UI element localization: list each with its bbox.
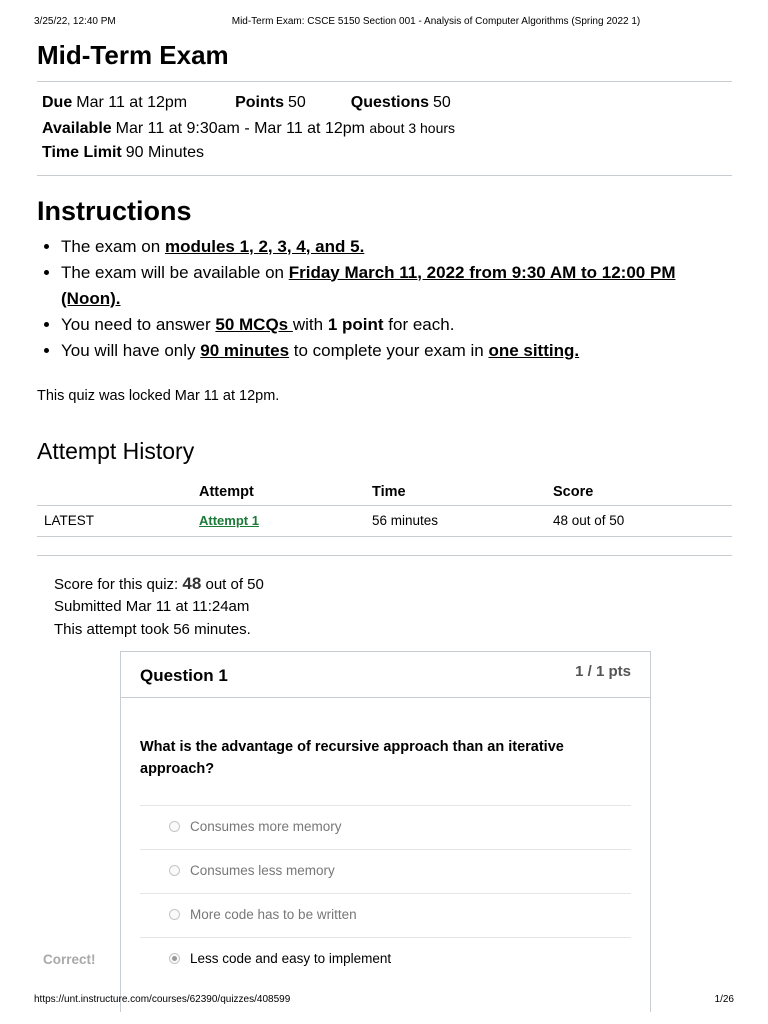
instruction-item: [61, 260, 732, 312]
answer-label: Consumes less memory: [190, 863, 335, 878]
questions-label: Questions: [350, 94, 430, 111]
main-content: [37, 36, 732, 641]
table-row: [37, 505, 732, 536]
due-label: Due: [42, 94, 73, 111]
quiz-summary: [37, 573, 732, 642]
question-title: Question 1: [140, 666, 228, 685]
print-url: https://unt.instructure.com/courses/62390/quizzes/408599: [34, 994, 291, 1005]
column-header: [37, 480, 199, 506]
instruction-text: The exam will be available on: [61, 262, 289, 282]
meta-row-3: [42, 141, 732, 166]
points-label: Points: [235, 94, 284, 111]
instructions-list: [37, 234, 732, 364]
answer-option[interactable]: [140, 850, 631, 894]
answer-label: More code has to be written: [190, 907, 357, 922]
question-points: 1 / 1 pts: [575, 663, 631, 680]
radio-button[interactable]: [169, 865, 180, 876]
duration-line: This attempt took 56 minutes.: [54, 620, 251, 638]
submitted-line: Submitted Mar 11 at 11:24am: [54, 598, 250, 615]
available-duration: about 3 hours: [369, 119, 456, 136]
time-limit-value: 90 Minutes: [125, 144, 204, 161]
answer-label: Consumes more memory: [190, 819, 342, 834]
attempt-time: 56 minutes: [372, 505, 553, 536]
column-header: Score: [553, 480, 732, 506]
meta-row-1: [42, 91, 732, 116]
instruction-emphasis: 1 point: [327, 314, 384, 334]
instruction-item: [61, 312, 732, 338]
answer-label: Less code and easy to implement: [190, 951, 392, 966]
page-title: Mid-Term Exam: [37, 40, 229, 70]
answer-option-selected[interactable]: [140, 938, 631, 981]
answer-option[interactable]: [140, 806, 631, 850]
question-text: What is the advantage of recursive approach than an iterative approach?: [140, 739, 564, 777]
instruction-emphasis: Friday March 11, 2022 from 9:30 AM to 12:00 PM (Noon).: [61, 262, 676, 308]
points-value: 50: [288, 94, 306, 111]
attempt-history-heading: Attempt History: [37, 437, 195, 464]
attempt-history-table: [37, 480, 732, 537]
divider: [37, 175, 732, 176]
instruction-text: You need to answer: [61, 314, 216, 334]
print-doc-title: Mid-Term Exam: CSCE 5150 Section 001 - Analysis of Computer Algorithms (Spring 2022 1): [231, 16, 641, 27]
print-datetime: 3/25/22, 12:40 PM: [34, 16, 116, 27]
questions-value: 50: [433, 94, 451, 111]
table-header-row: [37, 480, 732, 506]
attempt-link[interactable]: Attempt 1: [199, 512, 259, 528]
question-card: [120, 651, 651, 1012]
divider: [37, 555, 732, 556]
radio-button[interactable]: [169, 909, 180, 920]
question-header: [121, 652, 650, 698]
instruction-emphasis: 90 minutes: [200, 340, 290, 360]
instruction-text: for each.: [383, 314, 455, 334]
print-header: [34, 16, 728, 30]
locked-notice: This quiz was locked Mar 11 at 12pm.: [37, 387, 280, 404]
instruction-text: with: [292, 314, 328, 334]
attempt-cell: [199, 505, 372, 536]
score-value: 48: [182, 573, 202, 593]
available-value: Mar 11 at 9:30am - Mar 11 at 12pm: [115, 119, 365, 137]
print-page-number: 1/26: [714, 994, 734, 1005]
score-suffix: out of 50: [201, 575, 264, 593]
correct-answer-flag: Correct!: [43, 952, 96, 967]
answer-option[interactable]: [140, 894, 631, 938]
instruction-text: to complete your exam in: [289, 340, 489, 360]
answer-list: [140, 805, 631, 981]
instruction-text: The exam on: [61, 236, 165, 256]
available-label: Available: [42, 119, 112, 137]
instruction-item: [61, 338, 732, 364]
column-header: Attempt: [199, 480, 372, 506]
attempt-score: 48 out of 50: [553, 505, 732, 536]
instruction-item: [61, 234, 732, 260]
radio-button-selected[interactable]: [169, 953, 180, 964]
instruction-emphasis: 50 MCQs: [215, 314, 293, 334]
attempt-label: LATEST: [37, 505, 199, 536]
instruction-emphasis: modules 1, 2, 3, 4, and 5.: [164, 236, 365, 256]
due-value: Mar 11 at 12pm: [76, 94, 188, 111]
meta-row-2: [42, 116, 732, 142]
instruction-emphasis: one sitting.: [488, 340, 580, 360]
instruction-text: You will have only: [61, 340, 201, 360]
score-line: [54, 573, 732, 597]
score-prefix: Score for this quiz:: [54, 575, 183, 593]
quiz-meta: [37, 82, 732, 175]
column-header: Time: [372, 480, 553, 506]
instructions-heading: Instructions: [37, 195, 192, 226]
time-limit-label: Time Limit: [42, 144, 122, 161]
radio-button[interactable]: [169, 821, 180, 832]
